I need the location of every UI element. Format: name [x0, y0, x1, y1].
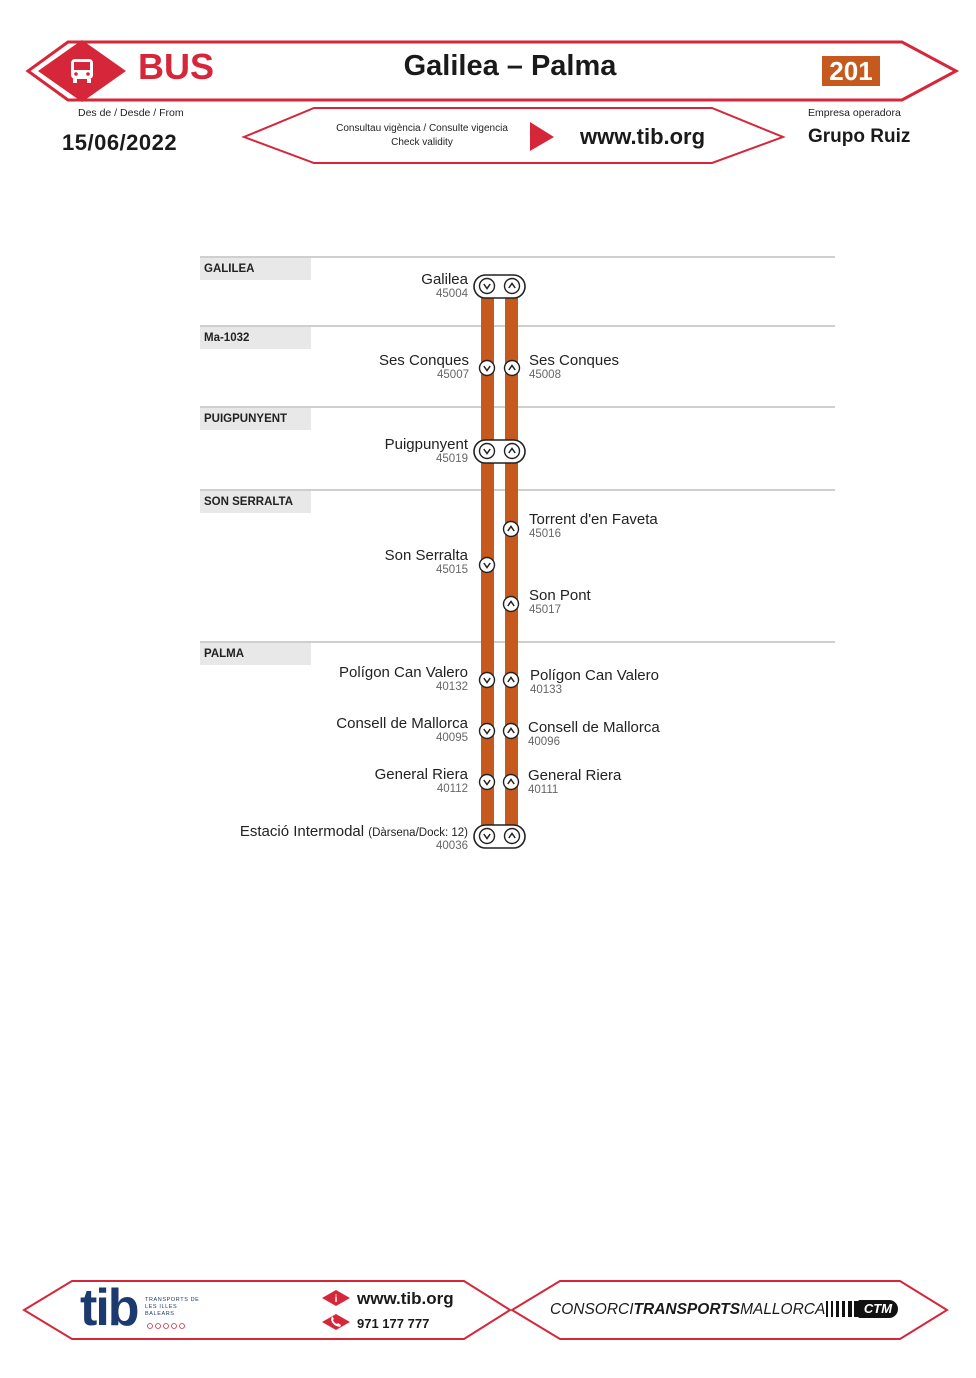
header-website-link[interactable]: www.tib.org	[580, 124, 706, 149]
chevron-down-circle-icon	[480, 829, 495, 844]
zone-label-puigpunyent: PUIGPUNYENT	[200, 408, 311, 430]
mode-label: BUS	[138, 46, 215, 87]
validity-line-1: Consultau vigència / Consulte vigencia	[336, 123, 508, 134]
stop-name: General Riera	[528, 767, 622, 784]
stop-left-son-serralta	[385, 547, 468, 576]
zone-label-galilea: GALILEA	[200, 258, 311, 280]
stop-left-puigpunyent	[385, 436, 468, 465]
chevron-down-circle-icon	[480, 724, 495, 739]
stop-name: Estació Intermodal	[239, 823, 365, 840]
stop-name: Ses Conques	[378, 352, 469, 369]
chevron-down-circle-icon	[480, 444, 495, 459]
consorci-logo	[550, 1301, 825, 1319]
stop-name: Puigpunyent	[384, 436, 468, 453]
consorci-word-3: MALLORCA	[740, 1301, 826, 1318]
validity-note	[322, 122, 522, 150]
from-label: Des de / Desde / From	[78, 107, 184, 119]
stop-right-consell-de-mallorca	[528, 719, 660, 748]
tib-logo: tib	[80, 1279, 138, 1337]
stop-left-poligon-can-valero	[339, 664, 468, 693]
stop-name: Ses Conques	[529, 352, 620, 369]
stop-name: Torrent d'en Faveta	[529, 511, 658, 528]
info-diamond-icon	[322, 1290, 350, 1306]
tib-dots	[148, 1324, 185, 1329]
stop-right-general-riera	[528, 767, 621, 796]
consorci-word-2: TRANSPORTS	[633, 1301, 741, 1318]
chevron-up-circle-icon	[505, 444, 520, 459]
bus-icon	[66, 56, 98, 86]
zone-label-ma1032: Ma-1032	[200, 327, 311, 349]
zone-label-palma: PALMA	[200, 643, 311, 665]
stop-name: General Riera	[374, 766, 468, 783]
ctm-logo: CTM	[858, 1300, 898, 1318]
stop-name-row	[240, 823, 468, 840]
stop-left-general-riera	[375, 766, 468, 795]
stop-code: 45019	[436, 453, 468, 465]
chevron-down-circle-icon	[480, 361, 495, 376]
chevron-up-circle-icon	[505, 829, 520, 844]
stop-left-estacio-intermodal	[240, 823, 468, 852]
tib-logo-subtitle: TRANSPORTS DE LES ILLES BALEARS	[145, 1297, 200, 1317]
ctm-stripes	[826, 1301, 858, 1317]
route-number-badge: 201	[822, 56, 880, 86]
stop-code: 40133	[530, 684, 562, 696]
stop-name: Son Pont	[529, 587, 591, 604]
zone-label-son-serralta: SON SERRALTA	[200, 491, 311, 513]
chevron-up-circle-icon	[505, 279, 520, 294]
footer-website-link[interactable]: www.tib.org	[357, 1289, 454, 1308]
operator-label: Empresa operadora	[808, 107, 901, 119]
stop-name: Polígon Can Valero	[339, 664, 468, 681]
chevron-up-circle-icon	[504, 775, 519, 790]
stop-code: 45004	[436, 288, 468, 300]
stop-code: 40096	[528, 736, 560, 748]
chevron-down-circle-icon	[480, 279, 495, 294]
stop-right-son-pont	[529, 587, 591, 616]
consorci-word-1: CONSORCI	[550, 1301, 634, 1318]
stop-code: 40095	[436, 732, 468, 744]
stop-name: Consell de Mallorca	[528, 719, 660, 736]
operator-name: Grupo Ruiz	[808, 126, 911, 147]
stop-left-ses-conques	[379, 352, 469, 381]
route-title: Galilea – Palma	[403, 50, 617, 82]
stop-code: 45017	[529, 604, 561, 616]
stop-code: 40111	[528, 784, 559, 796]
chevron-up-circle-icon	[504, 522, 519, 537]
chevron-down-circle-icon	[480, 775, 495, 790]
stop-code: 40132	[436, 681, 468, 693]
stop-right-torrent-den-faveta	[529, 511, 658, 540]
stop-right-ses-conques	[529, 352, 619, 381]
stop-left-galilea	[421, 271, 468, 300]
stop-code: 45008	[529, 369, 561, 381]
chevron-down-circle-icon	[480, 558, 495, 573]
stop-name: Galilea	[421, 271, 468, 288]
stop-left-consell-de-mallorca	[336, 715, 468, 744]
stop-code: 45015	[436, 564, 468, 576]
chevron-up-circle-icon	[505, 361, 520, 376]
triangle-right-icon	[530, 122, 554, 151]
phone-diamond-icon	[322, 1314, 350, 1330]
chevron-up-circle-icon	[504, 597, 519, 612]
stop-right-poligon-can-valero	[530, 667, 659, 696]
stop-code: 40036	[436, 840, 468, 852]
stop-name: Consell de Mallorca	[336, 715, 468, 732]
route-diagram	[466, 270, 536, 854]
footer-phone[interactable]: 971 177 777	[357, 1316, 430, 1331]
stop-code: 45007	[437, 369, 469, 381]
dock-label: (Dàrsena/Dock: 12)	[368, 827, 468, 839]
validity-line-2: Check validity	[391, 137, 453, 148]
stop-code: 40112	[436, 783, 468, 795]
svg-text:i: i	[334, 1294, 338, 1305]
chevron-up-circle-icon	[504, 673, 519, 688]
stop-code: 45016	[529, 528, 561, 540]
stop-name: Polígon Can Valero	[530, 667, 659, 684]
chevron-up-circle-icon	[504, 724, 519, 739]
stop-name: Son Serralta	[384, 547, 468, 564]
from-date: 15/06/2022	[62, 130, 178, 155]
chevron-down-circle-icon	[480, 673, 495, 688]
